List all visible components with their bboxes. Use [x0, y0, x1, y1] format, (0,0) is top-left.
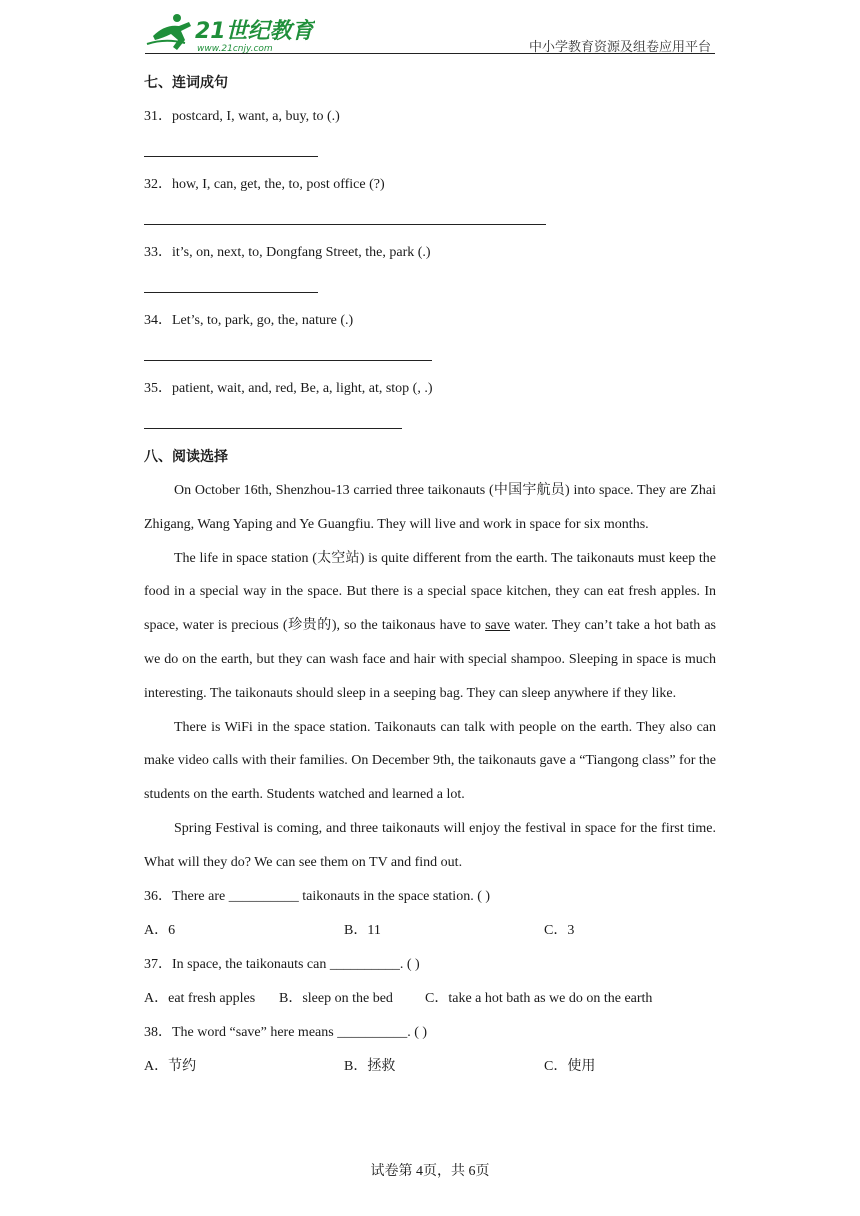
question-number: 32．: [144, 177, 172, 192]
question-number: 38．: [144, 1024, 172, 1040]
question-text: Let’s, to, park, go, the, nature (.): [172, 313, 354, 328]
section-title-8: 八、阅读选择: [144, 449, 228, 465]
section-title-7: 七、连词成句: [144, 75, 228, 91]
page-footer: 试卷第 4页，共 6页: [370, 1164, 490, 1179]
passage-paragraph-2: [144, 542, 716, 711]
page-header: [145, 8, 715, 56]
question-35: [144, 372, 716, 406]
question-number: 37．: [144, 956, 172, 972]
question-text: There are __________ taikonauts in the space station. ( ): [172, 888, 491, 904]
question-37: [144, 948, 716, 982]
answer-line-34[interactable]: [144, 338, 716, 372]
question-number: 33．: [144, 245, 172, 260]
answer-rule: [144, 156, 318, 157]
question-38: [144, 1016, 716, 1050]
options-36: [144, 914, 716, 948]
option-b[interactable]: B．sleep on the bed: [279, 990, 393, 1006]
question-32: [144, 168, 716, 202]
platform-label: 中小学教育资源及组卷应用平台: [528, 40, 711, 55]
passage-paragraph-4: Spring Festival is coming, and three taikonauts will enjoy the festival in space for the first time. What will they do? We can see them on TV and find out.: [144, 820, 716, 870]
question-33: [144, 236, 716, 270]
question-number: 36．: [144, 888, 172, 904]
logo-url: www.21cnjy.com: [197, 44, 273, 54]
logo-21cnjy: [145, 10, 315, 54]
option-c[interactable]: C．3: [544, 922, 575, 938]
option-b[interactable]: B．拯救: [344, 1058, 396, 1074]
question-number: 31．: [144, 109, 172, 124]
answer-line-33[interactable]: [144, 270, 716, 304]
question-text: postcard, I, want, a, buy, to (.): [172, 109, 340, 124]
question-text: patient, wait, and, red, Be, a, light, at, stop (, .): [172, 381, 433, 396]
page-content: [144, 66, 716, 1084]
question-text: it’s, on, next, to, Dongfang Street, the, park (.): [172, 245, 431, 260]
answer-line-35[interactable]: [144, 406, 716, 440]
option-a[interactable]: A．节约: [144, 1058, 197, 1074]
answer-rule: [144, 292, 318, 293]
option-b[interactable]: B．11: [344, 922, 381, 938]
option-c[interactable]: C．使用: [544, 1058, 596, 1074]
options-38: [144, 1050, 716, 1084]
question-number: 35．: [144, 381, 172, 396]
logo-title: 21世纪教育: [195, 19, 314, 44]
option-c[interactable]: C．take a hot bath as we do on the earth: [425, 990, 653, 1006]
question-31: [144, 100, 716, 134]
options-37: [144, 982, 716, 1016]
question-36: [144, 880, 716, 914]
underlined-word: save: [485, 618, 510, 634]
passage-paragraph-1: On October 16th, Shenzhou-13 carried three taikonauts (中国宇航员) into space. They are Zhai Zhigang, Wang Yaping and Ye Guangfiu. They will live and work in space for six months.: [144, 483, 716, 532]
answer-line-31[interactable]: [144, 134, 716, 168]
answer-rule: [144, 360, 432, 361]
passage-text: water. They can’t take a hot bath as we do on the earth, but they can wash face and hair with special shampoo. Sleeping in space is much interesting. The taikonauts should sleep in a seeping bag. They can sleep anywhere if they like.: [144, 618, 716, 701]
passage-text: The life in space station (太空站) is quite different from the earth. The taikonauts must keep the food in a special way in the space. But there is a special space kitchen, they can eat fresh apples. In space, water is precious (珍贵的), so the taikonaus have to: [144, 550, 716, 634]
header-rule: [145, 53, 715, 54]
question-text: The word “save” here means __________. ( ): [172, 1024, 428, 1040]
answer-rule: [144, 428, 402, 429]
answer-line-32[interactable]: [144, 202, 716, 236]
question-34: [144, 304, 716, 338]
option-a[interactable]: A．eat fresh apples: [144, 990, 256, 1006]
question-text: how, I, can, get, the, to, post office (?): [172, 177, 385, 192]
question-number: 34．: [144, 313, 172, 328]
option-a[interactable]: A．6: [144, 922, 176, 938]
answer-rule: [144, 224, 546, 225]
question-text: In space, the taikonauts can __________. ( ): [172, 956, 420, 972]
passage-paragraph-3: There is WiFi in the space station. Taikonauts can talk with people on the earth. They also can make video calls with their families. On December 9th, the taikonauts gave a “Tiangong class” for the students on the earth. Students watched and learned a lot.: [144, 719, 716, 803]
